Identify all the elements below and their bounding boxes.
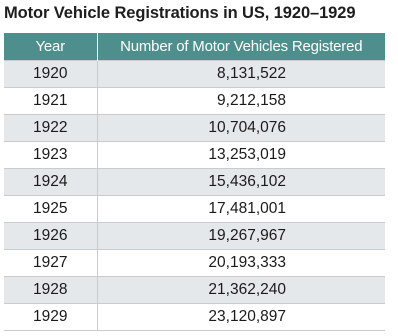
table-row [4,115,385,142]
year-cell: 1924 [4,169,97,196]
year-cell: 1928 [4,277,97,304]
table-row [4,304,385,331]
registrations-cell: 8,131,522 [97,61,385,88]
page-title: Motor Vehicle Registrations in US, 1920–1929 [4,4,356,22]
registrations-cell: 21,362,240 [97,277,385,304]
table-row [4,277,385,304]
registrations-cell: 19,267,967 [97,223,385,250]
registrations-cell: 23,120,897 [97,304,385,331]
year-cell: 1922 [4,115,97,142]
column-header-vehicles-registered: Number of Motor Vehicles Registered [97,33,385,61]
year-cell: 1923 [4,142,97,169]
table-row [4,250,385,277]
registrations-cell: 13,253,019 [97,142,385,169]
table-header-row [4,33,385,61]
registrations-cell: 15,436,102 [97,169,385,196]
year-cell: 1925 [4,196,97,223]
registrations-cell: 20,193,333 [97,250,385,277]
registrations-table [4,33,385,331]
registrations-cell: 10,704,076 [97,115,385,142]
table-row [4,61,385,88]
year-cell: 1926 [4,223,97,250]
registrations-cell: 9,212,158 [97,88,385,115]
table-row [4,169,385,196]
year-cell: 1920 [4,61,97,88]
table-row [4,223,385,250]
year-cell: 1921 [4,88,97,115]
table-row [4,88,385,115]
column-header-year: Year [4,33,97,61]
registrations-cell: 17,481,001 [97,196,385,223]
table-row [4,142,385,169]
table-row [4,196,385,223]
year-cell: 1927 [4,250,97,277]
year-cell: 1929 [4,304,97,331]
